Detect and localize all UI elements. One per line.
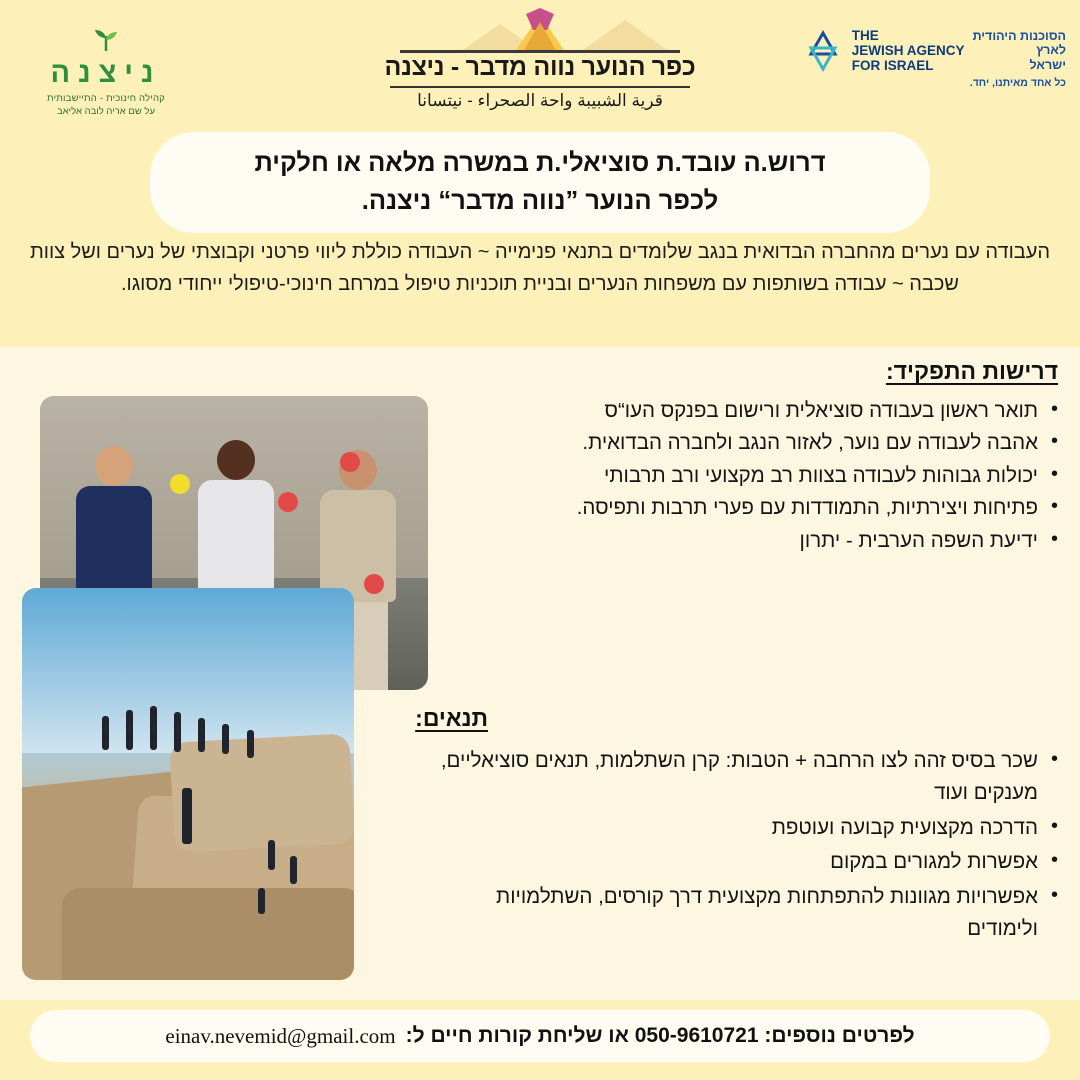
nitzana-line1: קהילה חינוכית - התיישבותית	[47, 93, 165, 104]
list-item: • תואר ראשון בעבודה סוציאלית ורישום בפנקס העו“ס	[440, 395, 1060, 427]
requirements-heading: דרישות התפקיד:	[885, 358, 1058, 384]
job-title-line-2: לכפר הנוער ”נווה מדבר“ ניצנה.	[361, 187, 719, 216]
list-item: • אפשרות למגורים במקום	[420, 846, 1060, 878]
ja-he-3: ישראל	[1029, 57, 1066, 72]
list-item: • הדרכה מקצועית קבועה ועוטפת	[420, 812, 1060, 844]
nitzana-logo	[16, 26, 196, 117]
requirements-list	[440, 395, 1060, 557]
job-title-line-1: דרוש.ה עובד.ת סוציאלי.ת במשרה מלאה או חלקית	[254, 149, 826, 177]
jewish-agency-tagline: כל אחד מאיתנו, יחד.	[969, 77, 1066, 90]
job-title-pill	[150, 132, 930, 233]
ja-en-2: JEWISH AGENCY	[851, 43, 965, 59]
jewish-agency-logo	[802, 28, 1066, 89]
desert-tent-mountains-icon	[340, 8, 740, 54]
ja-en-3: FOR ISRAEL	[851, 58, 934, 74]
list-item: • יכולות גבוהות לעבודה בצוות רב מקצועי ורב תרבותי	[440, 460, 1060, 492]
sprout-icon	[16, 26, 196, 57]
desert-group-photo	[22, 588, 354, 980]
logo-divider	[390, 86, 690, 88]
contact-email[interactable]: einav.nevemid@gmail.com	[165, 1023, 396, 1048]
ja-he-1: הסוכנות היהודית	[972, 29, 1066, 44]
list-item: • שכר בסיס זהה לצו הרחבה + הטבות: קרן השתלמות, תנאים סוציאליים, מענקים ועוד	[420, 745, 1060, 810]
contact-text: לפרטים נוספים: 050-9610721 או שליחת קורות חיים ל:	[405, 1024, 915, 1047]
logo-title: כפר הנוער נווה מדבר - ניצנה	[384, 53, 696, 81]
contact-pill	[30, 1010, 1050, 1062]
list-item: • אפשרויות מגוונות להתפתחות מקצועית דרך קורסים, השתלמויות ולימודים	[420, 881, 1060, 946]
nitzana-line2: על שם אריה לובה אליאב	[57, 106, 155, 117]
ja-en-1: THE	[851, 28, 879, 43]
jewish-agency-hebrew	[973, 29, 1066, 72]
list-item: • אהבה לעבודה עם נוער, לאזור הנגב ולחברה הבדואית.	[440, 427, 1060, 459]
nitzana-name: ניצנה	[50, 57, 162, 89]
ja-he-2: לארץ	[1036, 43, 1066, 58]
conditions-heading: תנאים:	[415, 705, 488, 731]
intro-paragraph: העבודה עם נערים מהחברה הבדואית בנגב שלומדים בתנאי פנימייה ~ העבודה כוללת ליווי פרטני וקבוצתי של נערים ושל צוות שכבה ~ עבודה בשותפות עם משפחות הנערים ובניית תוכניות טיפול במרחב חינוכי-טיפולי ייחודי מסוגו.	[29, 241, 1051, 295]
star-of-david-icon	[802, 30, 844, 72]
conditions-list	[420, 745, 1060, 947]
jewish-agency-english	[852, 28, 965, 73]
logo-subtitle-arabic: قرية الشبيبة واحة الصحراء - نيتسانا	[417, 90, 663, 110]
list-item: • פתיחות ויצירתיות, התמודדות עם פערי תרבות ותפיסה.	[440, 492, 1060, 524]
list-item: • ידיעת השפה הערבית - יתרון	[440, 525, 1060, 557]
neve-midbar-logo	[340, 8, 740, 111]
